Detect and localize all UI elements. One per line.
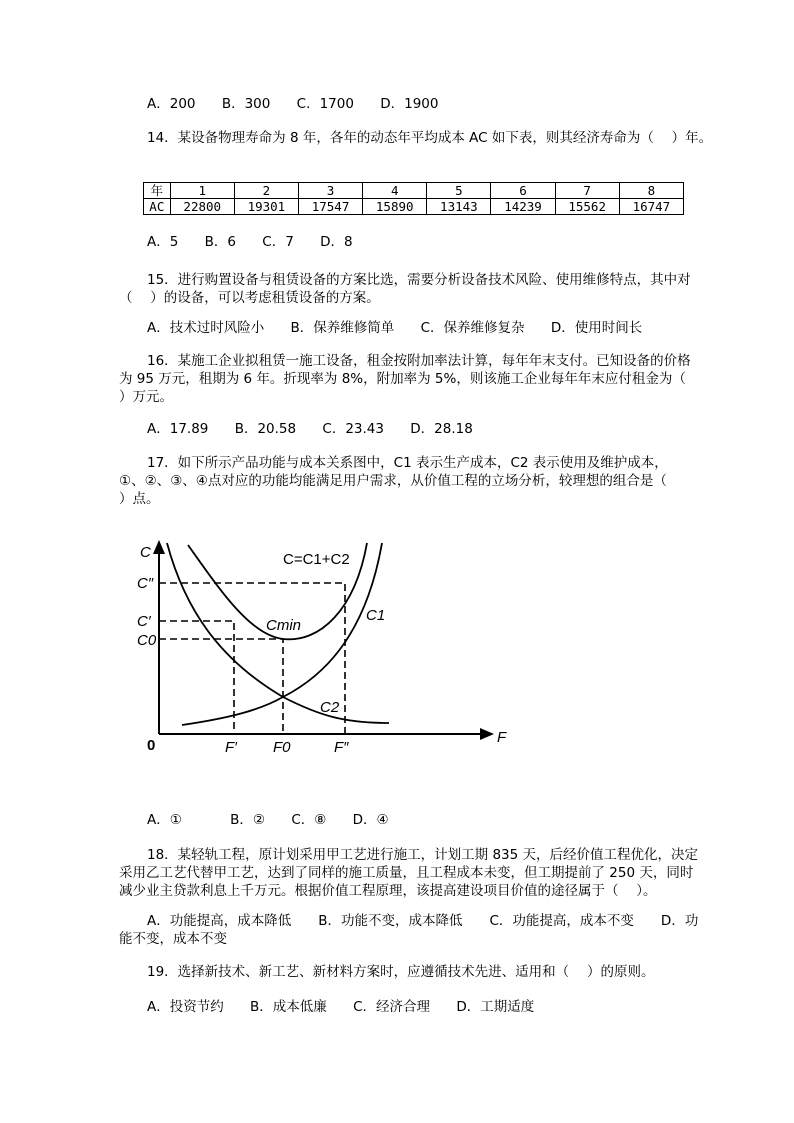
option-d: D．8: [320, 234, 353, 250]
table-cell: 15562: [555, 199, 619, 215]
q18-options-line: 能不变，成本不变: [119, 931, 227, 947]
option-c: C．⑧: [291, 812, 327, 828]
option-d: D．28.18: [410, 421, 473, 437]
q17-stem-line: 17．如下所示产品功能与成本关系图中，C1 表示生产成本，C2 表示使用及维护成本，: [147, 455, 668, 471]
q17-options: [147, 811, 411, 829]
q18-stem-line: 采用乙工艺代替甲工艺，达到了同样的施工质量，且工程成本未变，但工期提前了 250 天，同时: [119, 865, 694, 881]
option-d: D．④: [352, 812, 389, 828]
x-axis-label: F: [497, 729, 507, 746]
q16-stem-line: ）万元。: [119, 389, 173, 405]
table-cell: 15890: [363, 199, 427, 215]
table-cell: 22800: [170, 199, 234, 215]
option-c: C．7: [262, 234, 294, 250]
option-d: D．1900: [380, 96, 439, 112]
option-c: C．23.43: [322, 421, 384, 437]
option-a: A．技术过时风险小: [147, 320, 265, 336]
q18-options-line: A．功能提高，成本降低 B．功能不变，成本降低 C．功能提高，成本不变 D．功: [147, 913, 699, 929]
q18-stem-line: 减少业主贷款利息上千万元。根据价值工程原理，该提高建设项目价值的途径属于（ ）。: [119, 883, 657, 899]
q15-stem-line: （ ）的设备，可以考虑租赁设备的方案。: [119, 290, 380, 306]
option-b: B．成本低廉: [250, 999, 327, 1015]
x-tick-f-prime: F′: [225, 739, 237, 756]
total-cost-label: C=C1+C2: [283, 551, 350, 568]
table-cell: 年: [144, 183, 171, 199]
table-cell: 8: [619, 183, 683, 199]
option-c: C．1700: [296, 96, 354, 112]
table-cell: 5: [427, 183, 491, 199]
origin-label: 0: [147, 737, 156, 754]
option-b: B．20.58: [234, 421, 297, 437]
table-cell: 1: [170, 183, 234, 199]
table-cell: AC: [144, 199, 171, 215]
table-cell: 19301: [234, 199, 298, 215]
table-cell: 3: [298, 183, 362, 199]
option-b: B．保养维修简单: [290, 320, 395, 336]
option-a: A．17.89: [147, 421, 209, 437]
table-cell: 14239: [491, 199, 555, 215]
table-cell: 7: [555, 183, 619, 199]
c0-guide: [159, 639, 283, 734]
table-cell: 13143: [427, 199, 491, 215]
table-cell: 4: [363, 183, 427, 199]
option-b: B．300: [221, 96, 271, 112]
q19-options: [147, 998, 556, 1016]
q16-stem-line: 为 95 万元，租期为 6 年。折现率为 8%，附加率为 5%，则该施工企业每年年末应付租金为（: [119, 371, 686, 387]
q14-stem: 14．某设备物理寿命为 8 年，各年的动态年平均成本 AC 如下表，则其经济寿命为（ ）年。: [147, 130, 713, 146]
y-tick-c-prime: C′: [137, 613, 151, 630]
table-cell: 16747: [619, 199, 683, 215]
y-tick-c0: C0: [137, 632, 157, 649]
option-a: A．200: [147, 96, 196, 112]
q15-stem-line: 15．进行购置设备与租赁设备的方案比选，需要分析设备技术风险、使用维修特点，其中对: [147, 272, 691, 288]
cmin-label: Cmin: [266, 617, 302, 634]
x-tick-f0: F0: [273, 739, 291, 756]
option-c: C．保养维修复杂: [420, 320, 525, 336]
option-c: C．经济合理: [353, 999, 431, 1015]
option-d: D．使用时间长: [550, 320, 643, 336]
option-b: B．6: [204, 234, 236, 250]
option-d: D．工期适度: [456, 999, 535, 1015]
table-cell: 6: [491, 183, 555, 199]
c2-label: C2: [320, 699, 340, 716]
option-a: A．投资节约: [147, 999, 224, 1015]
q17-stem-line: ）点。: [119, 491, 160, 507]
q19-stem: 19．选择新技术、新工艺、新材料方案时，应遵循技术先进、适用和（ ）的原则。: [147, 964, 655, 980]
table-cell: 17547: [298, 199, 362, 215]
q17-stem-line: ①、②、③、④点对应的功能均能满足用户需求，从价值工程的立场分析，较理想的组合是（: [119, 473, 667, 489]
y-tick-c-double-prime: C″: [137, 575, 154, 592]
y-axis-label: C: [140, 544, 151, 561]
option-b: B．②: [230, 812, 266, 828]
option-a: A．①: [147, 812, 182, 828]
option-a: A．5: [147, 234, 179, 250]
c1-curve: [182, 543, 382, 725]
q18-stem-line: 18．某轻轨工程，原计划采用甲工艺进行施工，计划工期 835 天，后经价值工程优化，决定: [147, 847, 699, 863]
c1-label: C1: [366, 607, 386, 624]
table-cell: 2: [234, 183, 298, 199]
q16-stem-line: 16．某施工企业拟租赁一施工设备，租金按附加率法计算，每年年末支付。已知设备的价格: [147, 353, 691, 369]
x-tick-f-double-prime: F″: [334, 739, 349, 756]
